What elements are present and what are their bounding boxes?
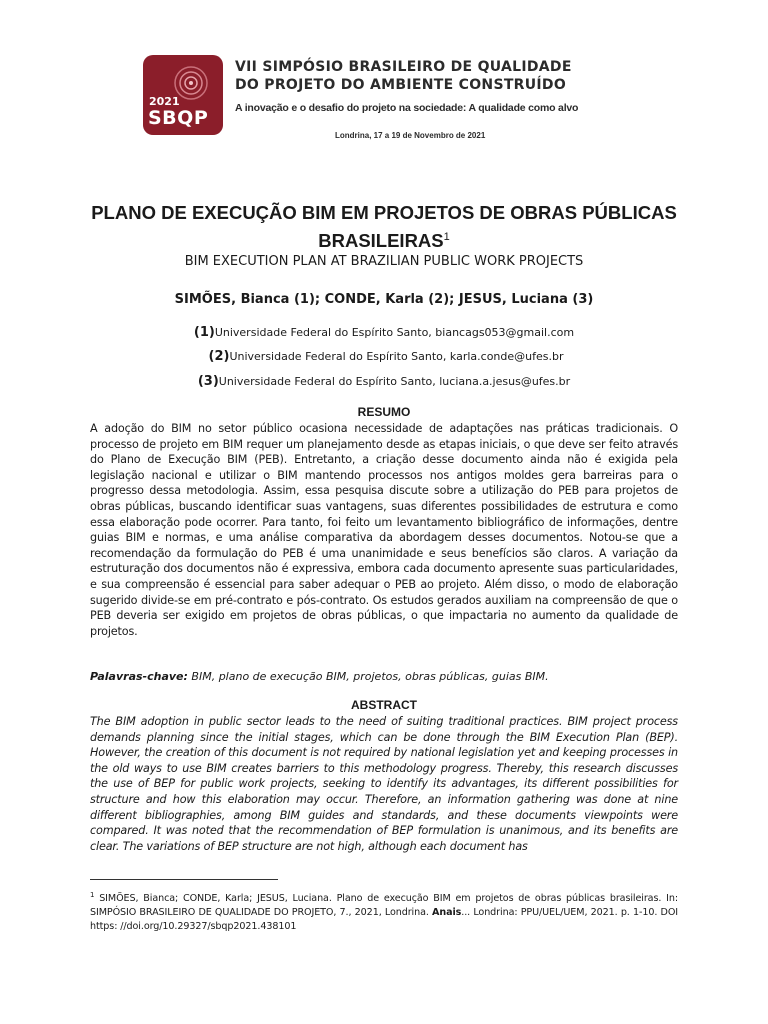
logo-year: 2021 [149,95,180,108]
paper-subtitle: BIM EXECUTION PLAN AT BRAZILIAN PUBLIC WORK PROJECTS [184,254,584,269]
footnote-mark: 1 [90,891,95,899]
paper-title-text: PLANO DE EXECUÇÃO BIM EM PROJETOS DE OBRAS PÚBLICAS BRASILEIRAS [91,202,677,252]
affiliation-text: Universidade Federal do Espírito Santo, biancags053@gmail.com [214,326,575,339]
abstract-heading: ABSTRACT [351,698,417,712]
affiliation-1 [90,325,678,340]
title-footnote-mark: 1 [443,231,450,243]
affiliation-number: (3) [197,374,219,389]
resumo-text: A adoção do BIM no setor público ocasiona necessidade de adaptações nas práticas tradicionais. O processo de projeto em BIM requer um planejamento desde as etapas iniciais, o que deve ser feito através do Plano de Execução BIM (PEB). Entretanto, a criação desse documento ainda não é exigida pela legislação nacional e utilizar o BIM mantendo processos nos antigos moldes gera barreiras para o progresso dessa metodologia. Assim, essa pesquisa discute sobre a utilização do PEB para projetos de obras públicas, buscando identificar suas vantagens, suas diferentes possibilidades de estrutura e como essa elaboração pode ocorrer. Para tanto, foi feito um levantamento bibliográfico de informações, dentre guias BIM e normas, e uma análise comparativa da abordagem desses documentos. Notou-se que a recomendação da formulação do PEB é uma unanimidade e seus benefícios são claros. A variação da estruturação dos documentos não é expressiva, embora cada documento apresente suas particularidades, e sua compreensão é essencial para saber adequar o PEB ao projeto. Além disso, o modo de elaboração sugerido divide-se em pré-contrato e pós-contrato. Os estudos gerados auxiliam na compreensão de que o PEB deveria ser exigido em projetos de obras públicas, o que impactaria no aumento da qualidade de projetos. [90,422,678,638]
affiliation-text: Universidade Federal do Espírito Santo, karla.conde@ufes.br [229,350,564,363]
paper-title [90,201,678,253]
affiliation-3 [90,374,678,389]
keywords [90,670,678,683]
footnote [90,888,678,934]
conference-name-line1: VII SIMPÓSIO BRASILEIRO DE QUALIDADE [235,59,572,75]
resumo-heading: RESUMO [357,405,411,419]
keywords-label: Palavras-chave: [90,670,188,683]
conference-name [235,58,625,94]
footnote-text-after: ... Londrina: PPU/UEL/UEM, 2021. p. 1-10. DOI https: //doi.org/10.29327/sbqp2021.438101 [90,907,679,933]
footnote-text-before: SIMÕES, Bianca; CONDE, Karla; JESUS, Luciana. Plano de execução BIM em projetos de obras públicas brasileiras. In: SIMPÓSIO BRASILEIRO DE QUALIDADE DO PROJETO, 7., 2021, Londrina. [90,893,678,919]
affiliation-number: (2) [208,349,230,364]
affiliation-2 [92,349,680,364]
logo-wordmark: SBQP [148,107,209,129]
affiliation-text: Universidade Federal do Espírito Santo, luciana.a.jesus@ufes.br [218,375,571,388]
conference-logo [143,55,223,135]
conference-place-date: Londrina, 17 a 19 de Novembro de 2021 [335,131,486,140]
affiliation-number: (1) [193,325,215,340]
conference-name-line2: DO PROJETO DO AMBIENTE CONSTRUÍDO [235,77,567,93]
keywords-list: BIM, plano de execução BIM, projetos, obras públicas, guias BIM. [187,670,549,683]
footnote-divider [90,879,278,880]
footnote-bold: Anais [432,907,462,919]
paper-authors: SIMÕES, Bianca (1); CONDE, Karla (2); JESUS, Luciana (3) [174,292,594,307]
conference-tagline: A inovação e o desafio do projeto na sociedade: A qualidade como alvo [235,102,579,114]
abstract-text: The BIM adoption in public sector leads to the need of suiting traditional practices. BIM project process demands planning since the initial stages, which can be done through the BIM Execution Plan (BEP). However, the creation of this document is not required by national legislation yet and keeping processes in the old ways to use BIM creates barriers to this methodology progress. Thereby, this research discusses the use of BEP for public work projects, seeking to identify its advantages, its different possibilities for structure and how this elaboration may occur. Therefore, an information gathering was done at nine different bibliographies, among BIM guides and standards, and these documents viewpoints were compared. It was noted that the recommendation of BEP formulation is unanimous, and its benefits are clear. The variations of BEP structure are not high, although each document has [90,715,678,853]
